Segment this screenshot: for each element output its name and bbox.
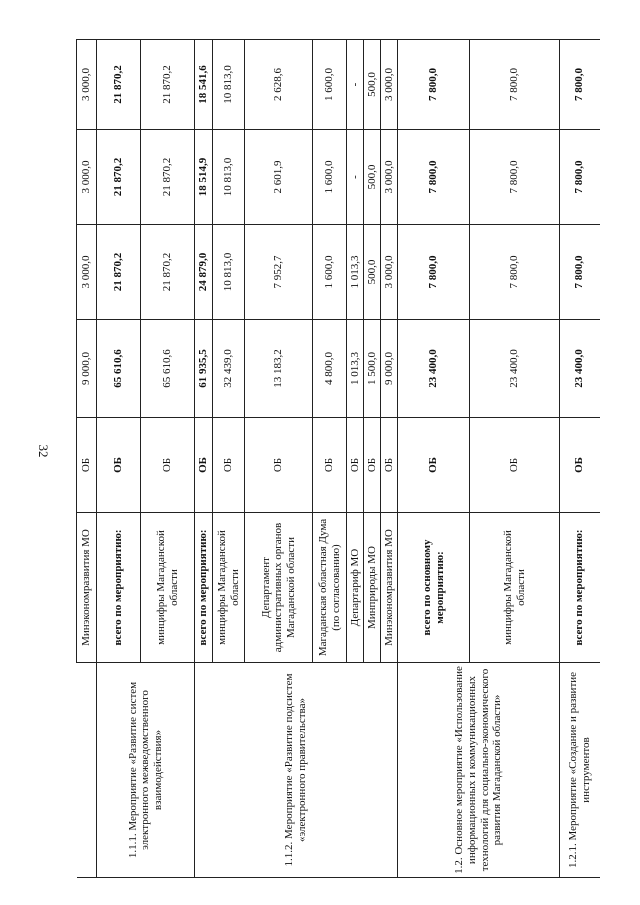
year2-cell: - (347, 130, 364, 225)
total-cell: 1 013,3 (347, 320, 364, 418)
source-cell: ОБ (245, 418, 313, 513)
source-cell: ОБ (77, 418, 97, 513)
measure-cell: 1.2.1. Мероприятие «Создание и развитие инструментов (560, 663, 600, 878)
year3-cell: 7 800,0 (470, 40, 560, 130)
source-cell: ОБ (347, 418, 364, 513)
year3-cell: 10 813,0 (213, 40, 245, 130)
year1-cell: 21 870,2 (141, 225, 195, 320)
year3-cell: 7 800,0 (560, 40, 600, 130)
year2-cell: 1 600,0 (313, 130, 347, 225)
executor-cell: Департариф МО (347, 513, 364, 663)
table-row (77, 40, 97, 878)
executor-cell: минцифры Магаданской области (213, 513, 245, 663)
executor-cell: минцифры Магаданской области (141, 513, 195, 663)
year1-cell: 7 952,7 (245, 225, 313, 320)
source-cell: ОБ (141, 418, 195, 513)
year2-cell: 3 000,0 (77, 130, 97, 225)
year2-cell: 500,0 (364, 130, 381, 225)
table-row (560, 40, 600, 878)
year3-cell: 3 000,0 (77, 40, 97, 130)
page-number: 32 (36, 444, 51, 458)
year3-cell: 18 541,6 (195, 40, 213, 130)
year2-cell: 7 800,0 (398, 130, 470, 225)
table-row (97, 40, 141, 878)
total-cell: 32 439,0 (213, 320, 245, 418)
year1-cell: 3 000,0 (77, 225, 97, 320)
source-cell: ОБ (313, 418, 347, 513)
source-cell: ОБ (398, 418, 470, 513)
executor-cell: Департамент административных органов Магаданской области (245, 513, 313, 663)
measure-cell (77, 663, 97, 878)
year2-cell: 7 800,0 (560, 130, 600, 225)
total-cell: 1 500,0 (364, 320, 381, 418)
year1-cell: 7 800,0 (398, 225, 470, 320)
source-cell: ОБ (364, 418, 381, 513)
executor-cell: минцифры Магаданской области (470, 513, 560, 663)
source-cell: ОБ (97, 418, 141, 513)
total-cell: 13 183,2 (245, 320, 313, 418)
executor-cell: всего по мероприятию: (560, 513, 600, 663)
source-cell: ОБ (381, 418, 398, 513)
year3-cell: 21 870,2 (97, 40, 141, 130)
total-cell: 9 000,0 (381, 320, 398, 418)
total-cell: 61 935,5 (195, 320, 213, 418)
year3-cell: 3 000,0 (381, 40, 398, 130)
year2-cell: 2 601,9 (245, 130, 313, 225)
year1-cell: 7 800,0 (560, 225, 600, 320)
year3-cell: - (347, 40, 364, 130)
total-cell: 65 610,6 (97, 320, 141, 418)
executor-cell: Минэкономразвития МО (77, 513, 97, 663)
year2-cell: 21 870,2 (141, 130, 195, 225)
year1-cell: 3 000,0 (381, 225, 398, 320)
year1-cell: 7 800,0 (470, 225, 560, 320)
executor-cell: всего по мероприятию: (195, 513, 213, 663)
year2-cell: 18 514,9 (195, 130, 213, 225)
measure-cell: 1.1.1. Мероприятие «Развитие систем электронного межведомственного взаимодействия» (97, 663, 195, 878)
total-cell: 9 000,0 (77, 320, 97, 418)
year2-cell: 7 800,0 (470, 130, 560, 225)
budget-table (76, 39, 600, 878)
year2-cell: 3 000,0 (381, 130, 398, 225)
year3-cell: 2 628,6 (245, 40, 313, 130)
executor-cell: всего по основному мероприятию: (398, 513, 470, 663)
table-row (398, 40, 470, 878)
executor-cell: Минприроды МО (364, 513, 381, 663)
total-cell: 23 400,0 (398, 320, 470, 418)
year1-cell: 500,0 (364, 225, 381, 320)
table-row (195, 40, 213, 878)
rotated-table-page (76, 2, 640, 902)
executor-cell: Магаданская областная Дума (по согласованию) (313, 513, 347, 663)
year3-cell: 1 600,0 (313, 40, 347, 130)
year1-cell: 24 879,0 (195, 225, 213, 320)
year1-cell: 1 600,0 (313, 225, 347, 320)
year3-cell: 21 870,2 (141, 40, 195, 130)
source-cell: ОБ (470, 418, 560, 513)
total-cell: 23 400,0 (560, 320, 600, 418)
year3-cell: 7 800,0 (398, 40, 470, 130)
executor-cell: Минэкономразвития МО (381, 513, 398, 663)
total-cell: 4 800,0 (313, 320, 347, 418)
executor-cell: всего по мероприятию: (97, 513, 141, 663)
year3-cell: 500,0 (364, 40, 381, 130)
year1-cell: 21 870,2 (97, 225, 141, 320)
measure-cell: 1.1.2. Мероприятие «Развитие подсистем «электронного правительства» (195, 663, 398, 878)
total-cell: 65 610,6 (141, 320, 195, 418)
year2-cell: 21 870,2 (97, 130, 141, 225)
year1-cell: 1 013,3 (347, 225, 364, 320)
source-cell: ОБ (213, 418, 245, 513)
source-cell: ОБ (560, 418, 600, 513)
year2-cell: 10 813,0 (213, 130, 245, 225)
total-cell: 23 400,0 (470, 320, 560, 418)
year1-cell: 10 813,0 (213, 225, 245, 320)
source-cell: ОБ (195, 418, 213, 513)
measure-cell: 1.2. Основное мероприятие «Использование информационных и коммуникационных технологий для социально-экономического развития Магаданской области» (398, 663, 560, 878)
